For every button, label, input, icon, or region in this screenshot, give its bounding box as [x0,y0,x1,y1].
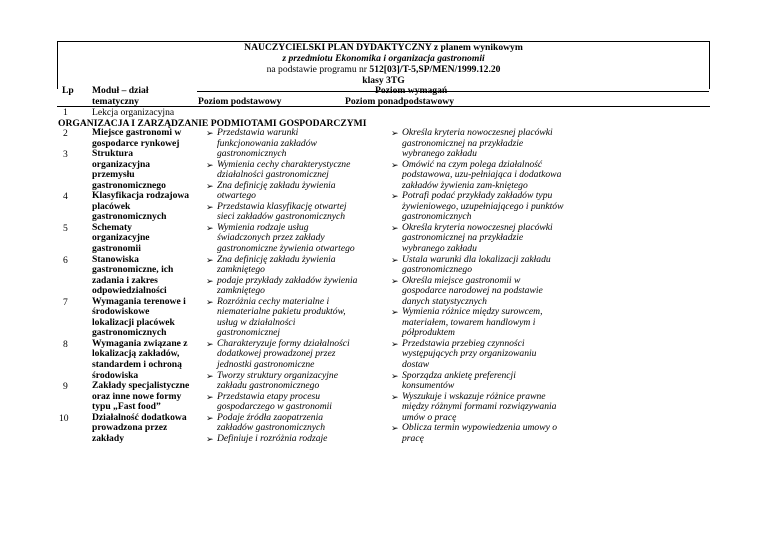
bullet-continuation: zakładów gastronomicznych [217,422,326,434]
bullet-continuation: otwartego [217,190,256,202]
header-module: Moduł – dział [92,85,149,96]
bullet-continuation: funkcjonowania zakładów [217,137,317,149]
bullet-continuation: między różnymi formami rozwiązywania [402,401,557,413]
topic-line: gospodarce rynkowej [92,137,180,149]
header-requirements: Poziom wymagań [375,85,448,96]
plan-subject: z przedmiotu Ekonomika i organizacja gastronomii [282,53,485,64]
bullet-item: ➢ podaje przykłady zakładów żywienia [217,276,357,287]
bullet-continuation: danych statystycznych [402,295,487,307]
section-title: ORGANIZACJA I ZARZĄDZANIE PODMIOTAMI GOSPODARCZYMI [58,118,367,129]
bullet-continuation: gastronomicznej na przykładzie [402,137,524,149]
row-number: 9 [63,381,68,392]
bullet-item: ➢ Podaje źródła zaopatrzenia [217,413,357,424]
header-advanced-level: Poziom ponadpodstawowy [345,96,455,107]
bullet-item: ➢ Przedstawia etapy procesu [217,392,357,403]
row-number: 8 [63,339,68,350]
bullet-item: ➢ Określa kryteria nowoczesnej placówki [402,128,563,139]
bullet-continuation: konsumentów [402,380,455,392]
bullet-continuation: dodatkowej prowadzonej przez [217,348,336,360]
row-number: 5 [63,223,68,234]
bullet-continuation: gastronomicznych [217,148,287,160]
row-number: 7 [63,297,68,308]
row-number: 6 [63,255,68,266]
subheader-rule [197,91,709,92]
bullet-item: ➢ Wyszukuje i wskazuje różnice prawne [402,392,563,403]
topic-line: gastronomicznych [92,211,167,223]
topic-line: Wymagania terenowe i [92,295,186,307]
topic-line: Miejsce gastronomi w [92,127,182,138]
bullet-continuation: półproduktem [402,327,455,339]
topic-line: Wymagania związane z [92,337,188,349]
bullet-continuation: sieci zakładów gastronomicznych [217,211,346,223]
topic-line: prowadzona przez [92,422,168,434]
bullet-continuation: gospodarce narodowej na podstawie [402,285,543,297]
topic-line: gastronomicznych [92,327,167,339]
topic-line: przemysłu [92,169,135,181]
bullet-continuation: podstawowa, uzu-pełniająca i dodatkowa [402,169,562,181]
bullet-continuation: jednostki gastronomiczne [217,359,315,371]
bullet-item: ➢ Ustala warunki dla lokalizacji zakładu [402,255,563,266]
bullet-continuation: dostaw [402,359,430,371]
topic-line: placówek [92,200,131,212]
bullet-continuation: zamkniętego [217,285,265,297]
bullet-continuation: gastronomicznej na przykładzie [402,232,524,244]
bullet-continuation: niematerialne pakietu produktów, [217,306,346,318]
topic-line: gastronomicznego [92,179,166,191]
lesson-1-number: 1 [63,107,68,118]
bullet-item: ➢ Sporządza ankietę preferencji [402,371,563,382]
bullet-item: ➢ Wymienia cechy charakterystyczne [217,160,357,171]
bullet-continuation: gastronomicznych [402,211,472,223]
lesson-1-title: Lekcja organizacyjna [92,107,175,118]
bullet-continuation: zamkniętego [217,264,265,276]
bullet-continuation: gastronomicznej [217,327,281,339]
topic-line: środowiska [92,369,139,381]
bullet-continuation: umów o pracę [402,411,457,423]
bullet-continuation: gastronomicznego [402,264,472,276]
bullet-continuation: działalności gastronomicznej [217,169,329,181]
bullet-item: ➢ Oblicza termin wypowiedzenia umowy o [402,423,563,434]
topic-line: organizacyjne [92,232,150,244]
header-module-2: tematyczny [92,96,139,107]
topic-line: Schematy [92,221,132,233]
topic-line: lokalizacją zakładów, [92,348,180,360]
topic-line: standardem i ochroną [92,359,182,371]
bullet-continuation: występujących przy organizowaniu [402,348,537,360]
bullet-item: ➢ Charakteryzuje formy działalności [217,339,357,350]
bullet-continuation: zakładu gastronomicznego [217,380,320,392]
bullet-item: ➢ Zna definicję zakładu żywienia [217,181,357,192]
bullet-continuation: pracę [402,432,424,444]
topic-line: odpowiedzialności [92,285,167,297]
bullet-continuation: wybranego zakładu [402,148,477,160]
bullet-item: ➢ Przedstawia klasyfikację otwartej [217,202,357,213]
bullet-continuation: świadczonych przez zakłady [217,232,325,244]
bullet-item: ➢ Omówić na czym polega działalność [402,160,563,171]
topics-column [92,128,189,444]
bullet-item: ➢ Wymienia różnice między surowcem, [402,307,563,318]
topic-line: typu „Fast food” [92,401,161,413]
plan-program: na podstawie programu nr 512[03]/T-5,SP/MEN/1999.12.20 [266,64,501,75]
topic-line: gastronomiczne, ich [92,264,174,276]
topic-line: Stanowiska [92,253,139,265]
topic-line: Struktura [92,148,134,160]
row-number: 2 [63,128,68,139]
topic-line: oraz inne nowe formy [92,390,182,402]
topic-line: zadania i zakres [92,274,158,286]
bullet-item: ➢ Przedstawia przebieg czynności [402,339,563,350]
topic-line: gastronomii [92,243,141,255]
bullet-item: ➢ Określa kryteria nowoczesnej placówki [402,223,563,234]
topic-line: organizacyjna [92,158,151,170]
row-number: 4 [63,191,68,202]
topic-line: lokalizacji placówek [92,316,175,328]
header-lp: Lp [62,85,74,96]
bullet-item: ➢ Wymienia rodzaje usług [217,223,357,234]
row-number: 10 [59,413,69,424]
topic-line: Klasyfikacja rodzajowa [92,190,190,202]
bullet-item: ➢ Definiuje i rozróżnia rodzaje [217,434,357,445]
bullet-continuation: gospodarczego w gastronomii [217,401,332,413]
bullet-continuation: materiałem, towarem handlowym i [402,316,536,328]
bullet-item: ➢ Tworzy struktury organizacyjne [217,371,357,382]
bullet-item: ➢ Zna definicję zakładu żywienia [217,255,357,266]
bullet-item: ➢ Potrafi podać przykłady zakładów typu [402,191,563,202]
topic-line: zakłady [92,432,124,444]
bullet-continuation: żywieniowego, uzupełniającego i punktów [402,200,564,212]
bullet-item: ➢ Rozróżnia cechy materialne i [217,297,357,308]
plan-title: NAUCZYCIELSKI PLAN DYDAKTYCZNY z planem wynikowym [244,42,523,53]
topic-line: Zakłady specjalistyczne [92,380,190,392]
bullet-continuation: gastronomiczne żywienia otwartego [217,243,355,255]
bullet-item: ➢ Przedstawia warunki [217,128,357,139]
basic-level-column [217,128,357,444]
row-number: 3 [63,149,68,160]
bullet-continuation: zakładów żywienia zam-kniętego [402,179,528,191]
header-basic-level: Poziom podstawowy [198,96,282,107]
bullet-item: ➢ Określa miejsce gastronomii w [402,276,563,287]
topic-line: Działalność dodatkowa [92,411,187,423]
bullet-continuation: wybranego zakładu [402,243,477,255]
topic-line: środowiskowe [92,306,150,318]
plan-class: klasy 3TG [362,75,405,86]
advanced-level-column [402,128,563,444]
bullet-continuation: usług w działalności [217,316,296,328]
